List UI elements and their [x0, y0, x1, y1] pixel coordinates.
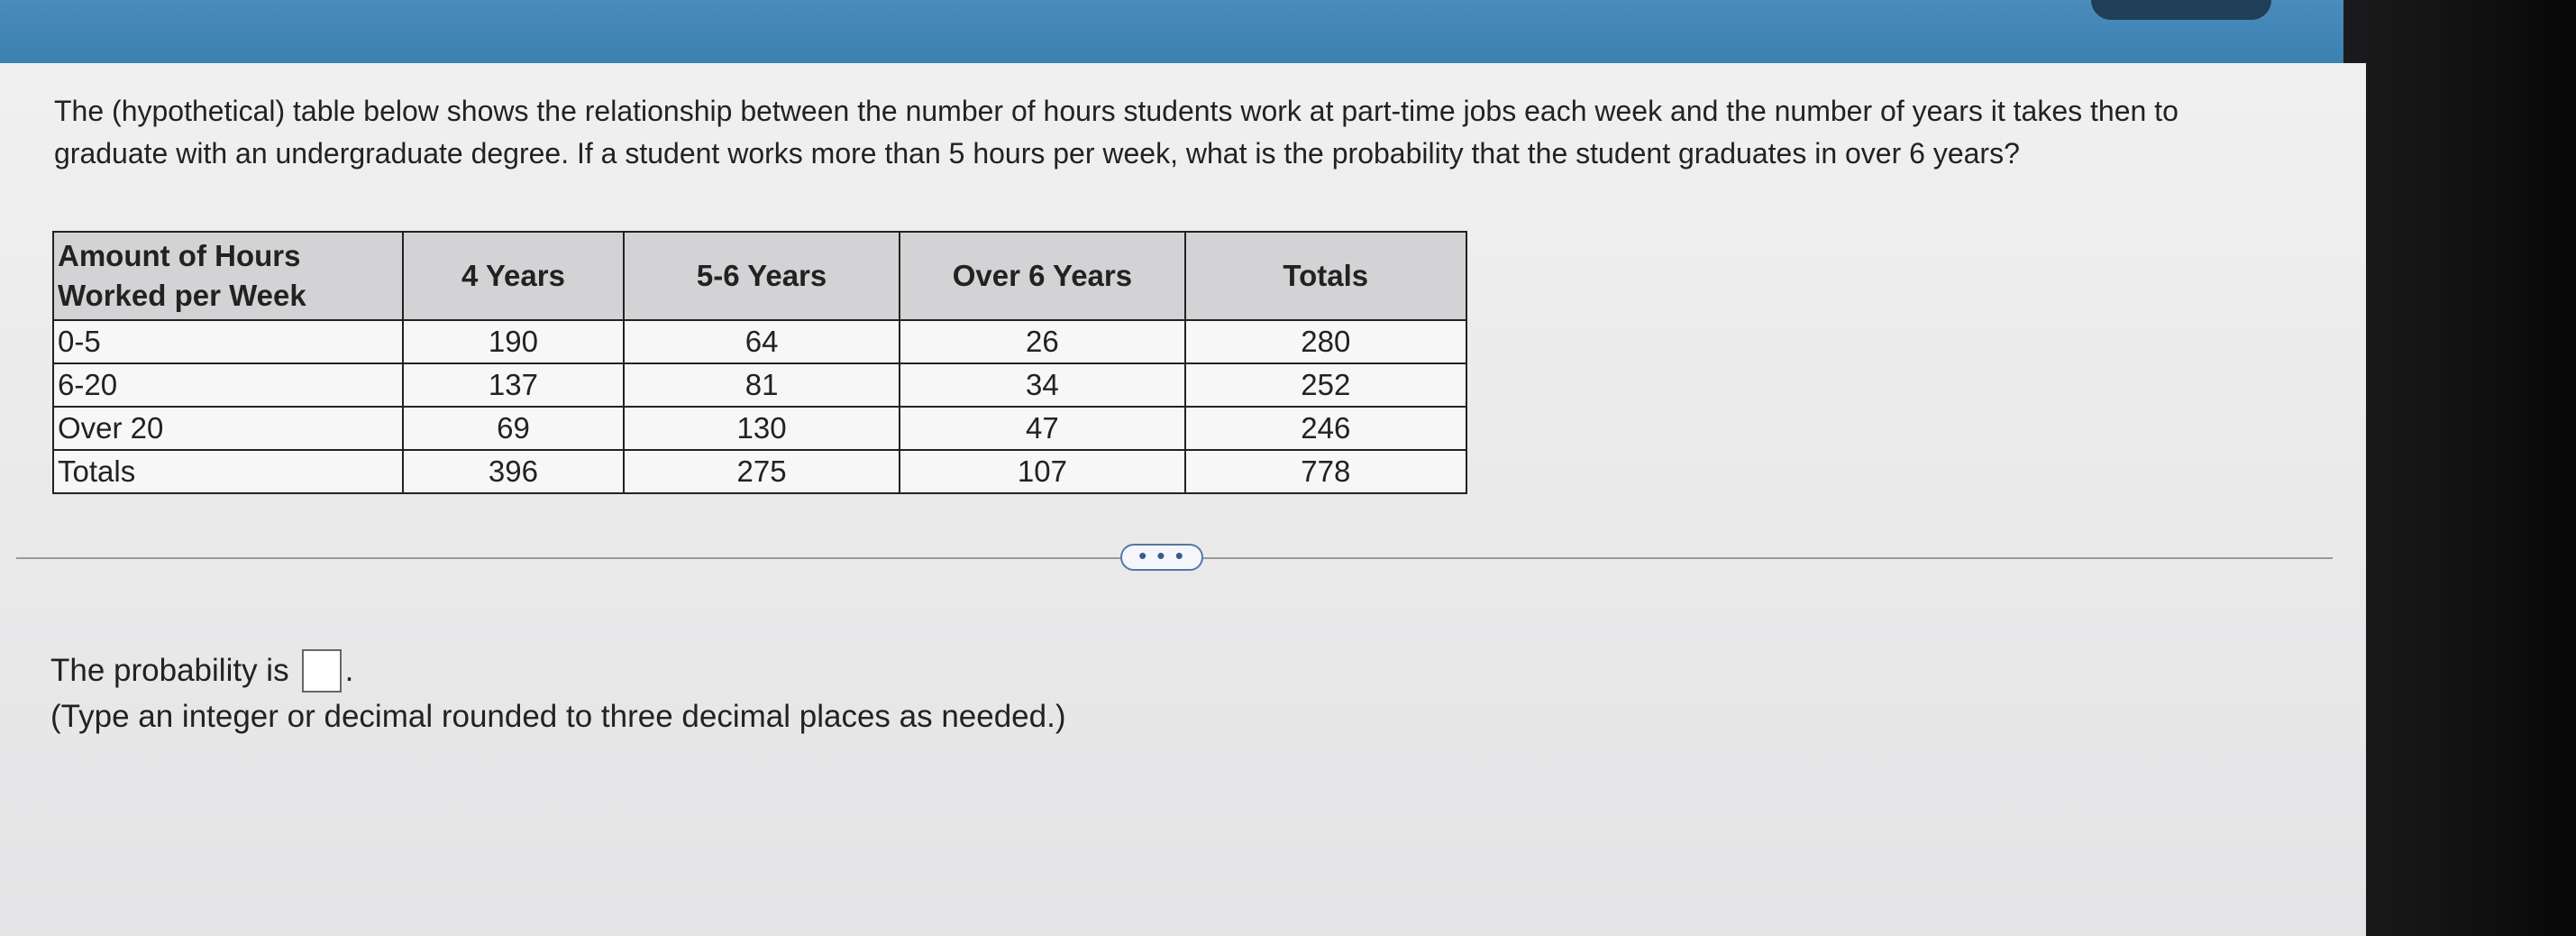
- table-header-cell: 5-6 Years: [624, 232, 900, 320]
- table-cell: 47: [900, 407, 1184, 450]
- table-row-label: Over 20: [53, 407, 403, 450]
- table-cell: 396: [403, 450, 624, 493]
- table-header-cell: Amount of Hours Worked per Week: [53, 232, 403, 320]
- table-header-cell: Over 6 Years: [900, 232, 1184, 320]
- table-cell: 107: [900, 450, 1184, 493]
- table-cell: 64: [624, 320, 900, 363]
- top-bar-tab: [2091, 0, 2271, 20]
- data-table: [52, 231, 1467, 494]
- table-row: [53, 320, 1466, 363]
- table-row-label: 0-5: [53, 320, 403, 363]
- table-cell: 778: [1185, 450, 1466, 493]
- answer-line: [50, 649, 353, 693]
- answer-prefix: The probability is: [50, 653, 289, 688]
- table-cell: 275: [624, 450, 900, 493]
- table-cell: 26: [900, 320, 1184, 363]
- table-row-label: 6-20: [53, 363, 403, 407]
- answer-hint: (Type an integer or decimal rounded to three decimal places as needed.): [50, 699, 1066, 734]
- more-options-button[interactable]: • • •: [1120, 544, 1203, 571]
- table-cell: 81: [624, 363, 900, 407]
- table-cell: 280: [1185, 320, 1466, 363]
- screen-edge: [2343, 0, 2576, 936]
- question-text: The (hypothetical) table below shows the relationship between the number of hours students work at part-time jobs each week and the number of years it takes then to graduate with an undergraduate degree. If a student works more than 5 hours per week, what is the probability that the student graduates in over 6 years?: [54, 95, 2179, 170]
- table-header-cell: Totals: [1185, 232, 1466, 320]
- table-cell: 190: [403, 320, 624, 363]
- table-cell: 252: [1185, 363, 1466, 407]
- top-bar: [0, 0, 2343, 72]
- answer-input[interactable]: [302, 649, 342, 693]
- table-header-row: [53, 232, 1466, 320]
- question-panel: [0, 63, 2366, 936]
- answer-suffix: .: [344, 653, 354, 688]
- table-cell: 34: [900, 363, 1184, 407]
- table-header-cell: 4 Years: [403, 232, 624, 320]
- table-row: [53, 407, 1466, 450]
- table-row: [53, 450, 1466, 493]
- table-row: [53, 363, 1466, 407]
- table-cell: 69: [403, 407, 624, 450]
- table-cell: 246: [1185, 407, 1466, 450]
- table-cell: 137: [403, 363, 624, 407]
- table-cell: 130: [624, 407, 900, 450]
- table-row-label: Totals: [53, 450, 403, 493]
